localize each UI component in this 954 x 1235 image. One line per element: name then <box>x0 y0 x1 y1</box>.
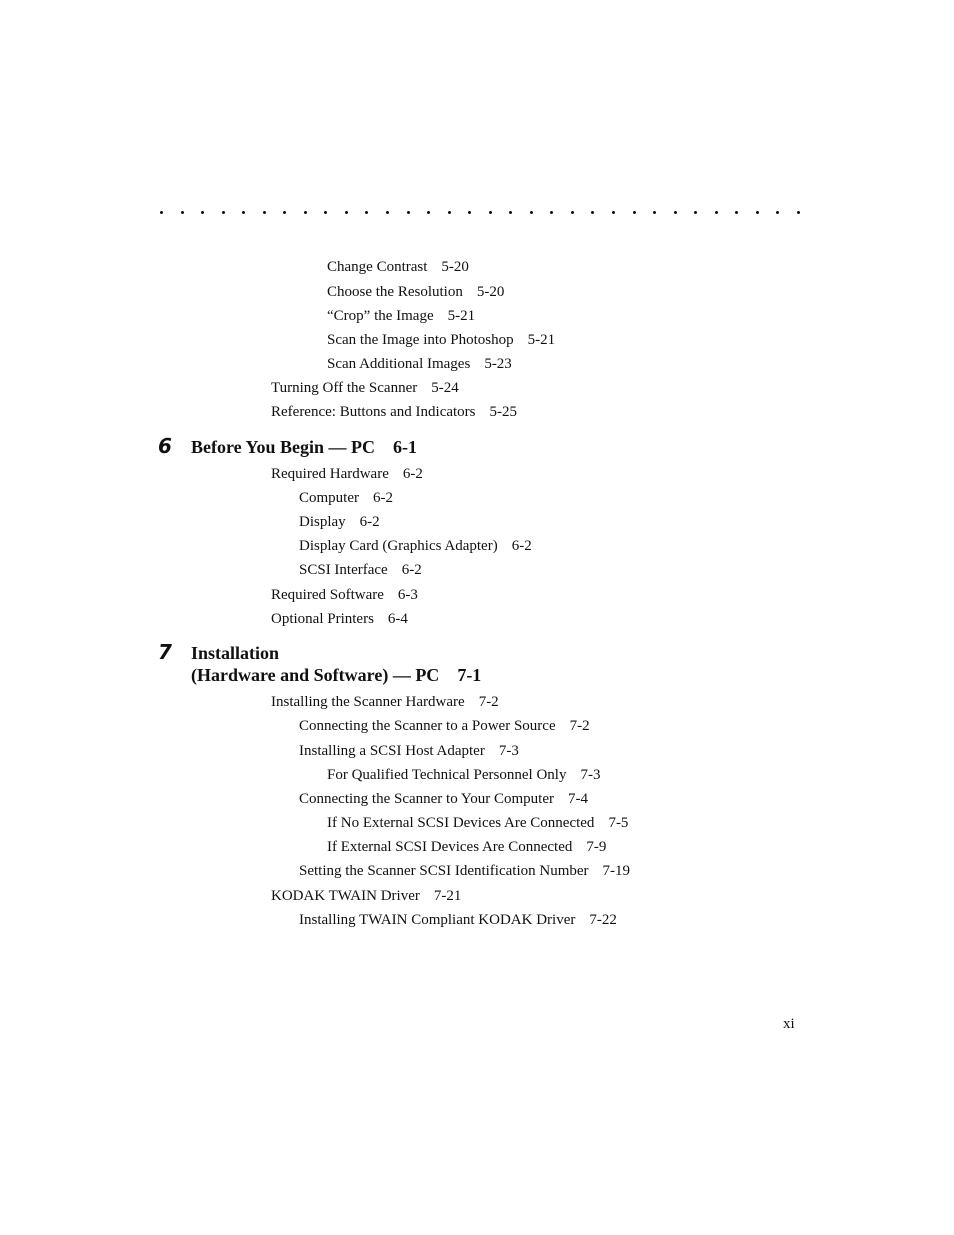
toc-entry-text: Required Software <box>271 587 384 603</box>
toc-entry-text: Connecting the Scanner to a Power Source <box>299 718 556 734</box>
toc-entry[interactable] <box>327 283 504 301</box>
toc-entry[interactable] <box>299 489 393 507</box>
toc-page-number: 7-3 <box>498 743 519 759</box>
toc-entry[interactable] <box>299 862 630 880</box>
toc-page-number: 7-2 <box>478 694 499 710</box>
chapter-page-number: 6-1 <box>393 437 417 457</box>
toc-entry[interactable] <box>271 465 423 483</box>
toc-page-number: 5-20 <box>441 259 469 275</box>
toc-entry-text: SCSI Interface <box>299 562 388 578</box>
toc-entry[interactable] <box>299 561 422 579</box>
toc-page-number: 5-25 <box>489 404 518 420</box>
toc-entry[interactable] <box>271 379 459 397</box>
chapter-title-text: (Hardware and Software) — PC <box>191 665 440 685</box>
toc-entry[interactable] <box>299 513 380 531</box>
toc-entry[interactable] <box>299 790 588 808</box>
toc-page-number: 7-4 <box>567 791 588 807</box>
toc-entry[interactable] <box>271 403 517 421</box>
toc-entry[interactable] <box>271 586 418 604</box>
toc-page-number: 6-2 <box>359 514 380 530</box>
chapter-number: 6 <box>158 434 172 458</box>
toc-entry[interactable] <box>271 693 499 711</box>
chapter-title-line-2[interactable] <box>191 664 481 686</box>
toc-entry[interactable] <box>299 537 532 555</box>
toc-entry[interactable] <box>271 887 461 905</box>
toc-entry-text: Installing the Scanner Hardware <box>271 694 465 710</box>
toc-entry[interactable] <box>327 307 475 325</box>
toc-page-number: 6-2 <box>373 490 393 506</box>
toc-entry-text: KODAK TWAIN Driver <box>271 888 420 904</box>
toc-entry-text: “Crop” the Image <box>327 308 434 324</box>
toc-entry[interactable] <box>327 331 555 349</box>
toc-entry-text: Turning Off the Scanner <box>271 380 418 396</box>
toc-entry-text: Display Card (Graphics Adapter) <box>299 538 498 554</box>
toc-page-number: 5-23 <box>484 356 512 372</box>
toc-entry-text: Setting the Scanner SCSI Identification Number <box>299 863 589 879</box>
toc-entry-text: Display <box>299 514 346 530</box>
toc-entry[interactable] <box>271 610 408 628</box>
toc-page-number: 7-5 <box>608 815 629 831</box>
chapter-page-number: 7-1 <box>457 665 482 685</box>
toc-page-number: 6-2 <box>511 538 532 554</box>
toc-entry-text: Connecting the Scanner to Your Computer <box>299 791 554 807</box>
toc-entry[interactable] <box>327 258 469 276</box>
toc-entry[interactable] <box>327 814 628 832</box>
toc-entry-text: Optional Printers <box>271 611 374 627</box>
toc-page-number: 7-19 <box>602 863 631 879</box>
toc-entry-text: Scan Additional Images <box>327 356 471 372</box>
toc-entry[interactable] <box>299 742 519 760</box>
toc-page-number: 7-22 <box>589 912 617 928</box>
toc-entry[interactable] <box>299 717 590 735</box>
toc-entry-text: Reference: Buttons and Indicators <box>271 404 476 420</box>
toc-entry-text: Scan the Image into Photoshop <box>327 332 514 348</box>
toc-entry[interactable] <box>327 355 512 373</box>
toc-page-number: 6-4 <box>387 611 408 627</box>
toc-entry-text: Choose the Resolution <box>327 284 463 300</box>
chapter-title[interactable] <box>191 436 417 458</box>
toc-page-number: 6-2 <box>402 466 423 482</box>
toc-page-number: 6-3 <box>397 587 418 603</box>
chapter-number: 7 <box>158 640 172 664</box>
toc-entry-text: If No External SCSI Devices Are Connected <box>327 815 595 831</box>
toc-entry-text: Installing TWAIN Compliant KODAK Driver <box>299 912 576 928</box>
toc-page-number: 5-21 <box>447 308 476 324</box>
page-folio: xi <box>783 1016 795 1032</box>
toc-entry[interactable] <box>327 766 600 784</box>
toc-entry-text: If External SCSI Devices Are Connected <box>327 839 573 855</box>
toc-entry-text: Change Contrast <box>327 259 428 275</box>
toc-entry-text: Required Hardware <box>271 466 389 482</box>
dotted-rule <box>160 203 800 217</box>
toc-page-number: 5-24 <box>431 380 459 396</box>
toc-page-number: 7-9 <box>586 839 607 855</box>
toc-entry[interactable] <box>327 838 606 856</box>
toc-page-number: 6-2 <box>401 562 422 578</box>
toc-entry-text: Installing a SCSI Host Adapter <box>299 743 485 759</box>
toc-page-number: 5-20 <box>476 284 505 300</box>
toc-page-number: 7-21 <box>433 888 462 904</box>
toc-page-number: 7-3 <box>580 767 601 783</box>
toc-entry-text: Computer <box>299 490 359 506</box>
toc-entry[interactable] <box>299 911 617 929</box>
toc-page-number: 5-21 <box>527 332 556 348</box>
chapter-title-line-1[interactable]: Installation <box>191 643 280 663</box>
toc-entry-text: For Qualified Technical Personnel Only <box>327 767 567 783</box>
chapter-title-text: Before You Begin — PC <box>191 437 375 457</box>
toc-page-number: 7-2 <box>569 718 590 734</box>
